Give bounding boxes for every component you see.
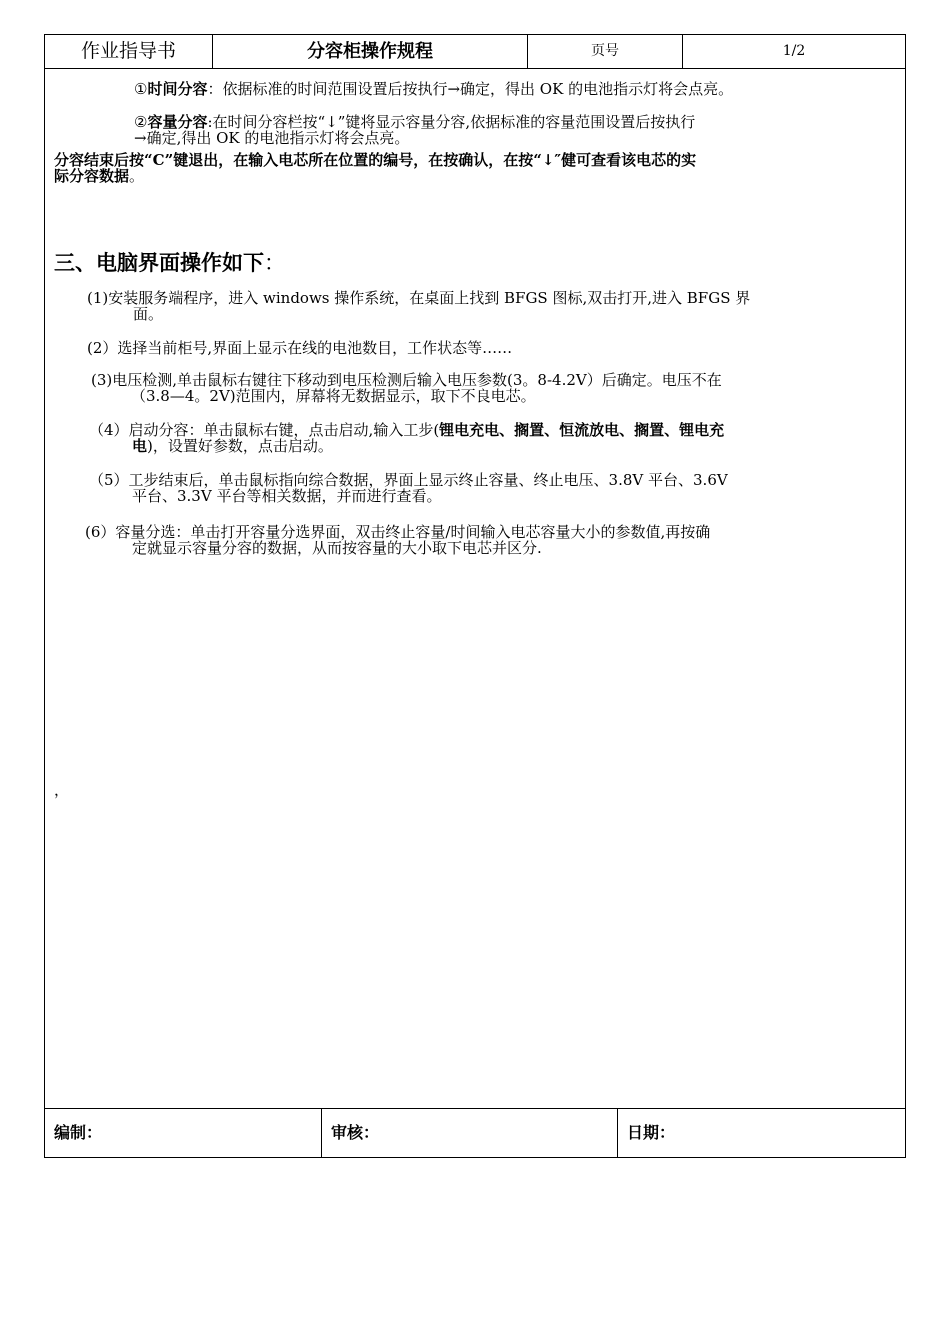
step-6-line2: 定就显示容量分容的数据，从而按容量的大小取下电芯并区分.: [132, 539, 542, 557]
circled-number-2: ②: [134, 113, 148, 131]
step-1-line2: 面。: [133, 305, 164, 323]
step-1-line1: (1)安装服务端程序，进入 windows 操作系统，在桌面上找到 BFGS 图标,双击打开,进入 BFGS 界: [87, 289, 751, 307]
time-grading-term: 时间分容: [147, 80, 208, 98]
capacity-grading-line2: →确定,得出 OK 的电池指示灯将会点亮。: [134, 129, 410, 147]
step-4-pre: （4）启动分容：单击鼠标右键，点击启动,输入工步(: [89, 421, 440, 439]
header-row: [45, 35, 905, 69]
page-number-cell: 1/2: [782, 43, 806, 59]
capacity-grading-paragraph: [134, 114, 695, 146]
step-4-post: )，设置好参数，点击启动。: [147, 437, 333, 455]
section-title-colon: ：: [264, 251, 285, 275]
step-5-line1: （5）工步结束后，单击鼠标指向综合数据，界面上显示终止容量、终止电压、3.8V 平台、3.6V: [89, 471, 728, 489]
step-5: [89, 472, 728, 504]
step-6-line1: (6）容量分选：单击打开容量分选界面，双击终止容量/时间输入电芯容量大小的参数值,再按确: [85, 523, 711, 541]
step-4-bold1: 锂电充电、搁置、恒流放电、搁置、锂电充: [439, 421, 725, 439]
stray-comma: ，: [54, 781, 70, 799]
page-label-cell: 页号: [528, 35, 683, 68]
document-frame: [44, 34, 906, 1158]
end-note-line1: 分容结束后按“C”键退出，在输入电芯所在位置的编号，在按确认，在按“↓″健可查看该电芯的实: [54, 151, 697, 169]
compiled-by-cell: 编制：: [45, 1109, 322, 1157]
step-3: [91, 372, 722, 404]
step-6: [85, 524, 710, 556]
step-3-line2: （3.8—4。2V)范围内，屏幕将无数据显示，取下不良电芯。: [131, 387, 536, 405]
step-5-line2: 平台、3.3V 平台等相关数据，并而进行查看。: [132, 487, 442, 505]
content-area: [45, 69, 905, 1109]
end-note-line2: 际分容数据: [54, 167, 130, 185]
end-note-paragraph: [54, 152, 696, 184]
circled-number-1: ①: [134, 80, 148, 98]
reviewed-by-cell: 审核：: [322, 1109, 618, 1157]
capacity-grading-line1: :在时间分容栏按“↓”键将显示容量分容,依据标准的容量范围设置后按执行: [207, 113, 696, 131]
section-title-text: 三、电脑界面操作如下: [54, 250, 264, 275]
time-grading-text: ：依据标准的时间范围设置后按执行→确定，得出 OK 的电池指示灯将会点亮。: [207, 80, 734, 98]
step-1: [87, 290, 750, 322]
step-4-bold2: 电: [132, 437, 148, 455]
step-2-line1: (2）选择当前柜号,界面上显示在线的电池数目，工作状态等……: [87, 339, 513, 357]
doc-type-cell: 作业指导书: [45, 35, 213, 68]
doc-title-cell: 分容柜操作规程: [213, 35, 528, 68]
time-grading-paragraph: [134, 81, 733, 97]
section-title: [54, 247, 285, 277]
step-2: [87, 340, 512, 356]
step-3-line1: (3)电压检测,单击鼠标右键往下移动到电压检测后输入电压参数(3。8-4.2V）后确定。电压不在: [91, 371, 722, 389]
capacity-grading-term: 容量分容: [147, 113, 208, 131]
end-note-tail: 。: [129, 167, 145, 185]
step-4: [89, 422, 724, 454]
footer-row: [45, 1108, 905, 1157]
date-cell: 日期：: [627, 1123, 676, 1142]
